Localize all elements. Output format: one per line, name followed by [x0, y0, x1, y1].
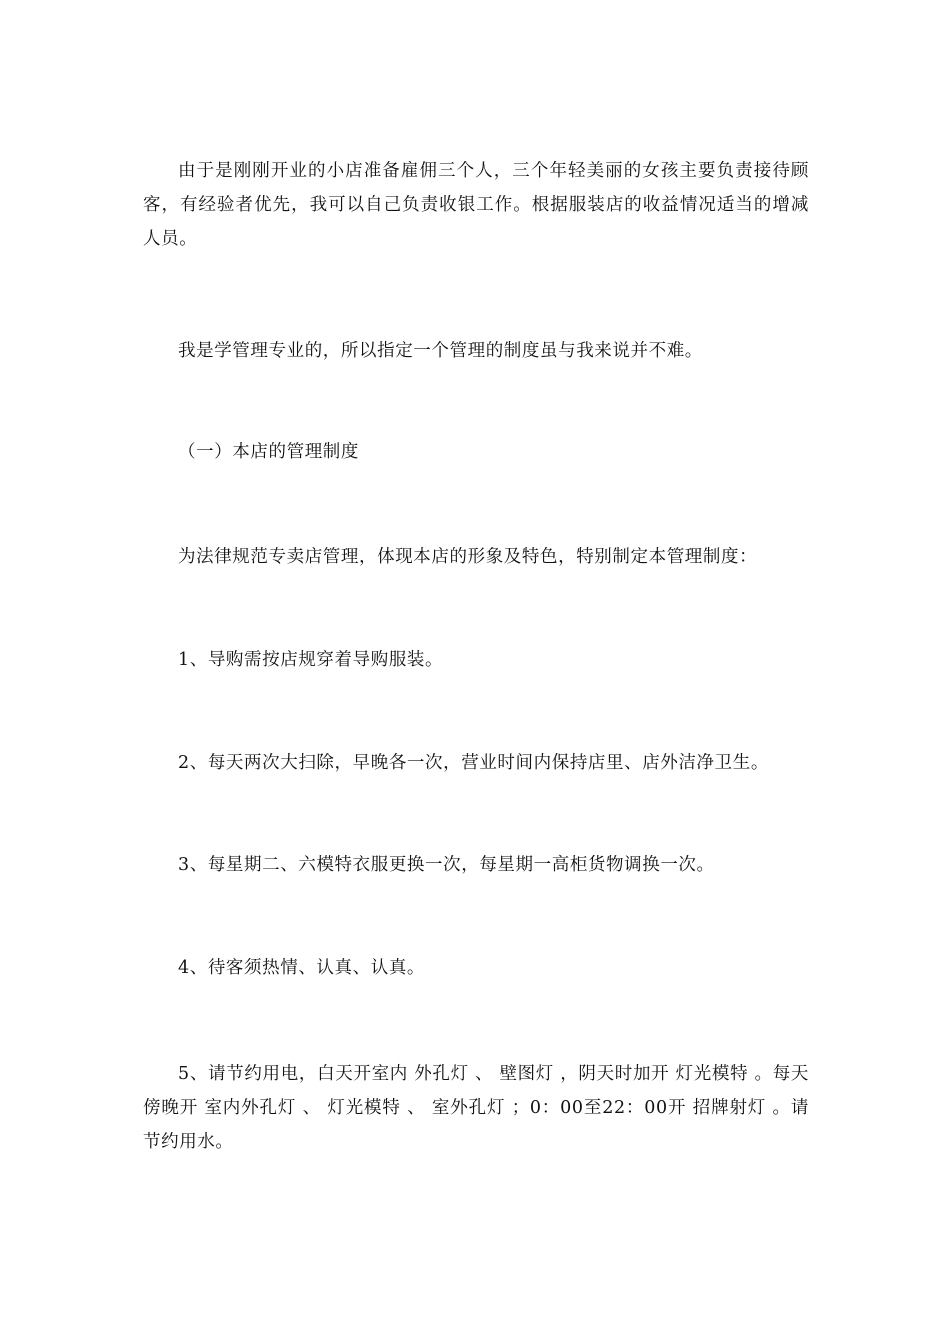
paragraph-management-background: 我是学管理专业的，所以指定一个管理的制度虽与我来说并不难。 [178, 341, 703, 361]
rule-item-2: 2、每天两次大扫除，早晚各一次，营业时间内保持店里、店外洁净卫生。 [178, 753, 769, 773]
rule-item-4: 4、待客须热情、认真、认真。 [178, 958, 426, 978]
section-heading-management-rules: （一）本店的管理制度 [178, 442, 359, 462]
rule-item-5: 5、请节约用电，白天开室内 外孔灯 、 壁图灯 ，阴天时加开 灯光模特 。每天傍晚开 室内外孔灯 、 灯光模特 、 室外孔灯 ；0：00至22：00开 招牌射灯 。请节约用水。 [143, 1064, 809, 1152]
paragraph-rules-intro: 为法律规范专卖店管理，体现本店的形象及特色，特别制定本管理制度： [178, 547, 758, 567]
paragraph-staffing: 由于是刚刚开业的小店准备雇佣三个人，三个年轻美丽的女孩主要负责接待顾客，有经验者优先，我可以自己负责收银工作。根据服装店的收益情况适当的增减人员。 [143, 161, 809, 249]
rule-item-1: 1、导购需按店规穿着导购服装。 [178, 650, 444, 670]
rule-item-3: 3、每星期二、六模特衣服更换一次，每星期一高柜货物调换一次。 [178, 855, 715, 875]
